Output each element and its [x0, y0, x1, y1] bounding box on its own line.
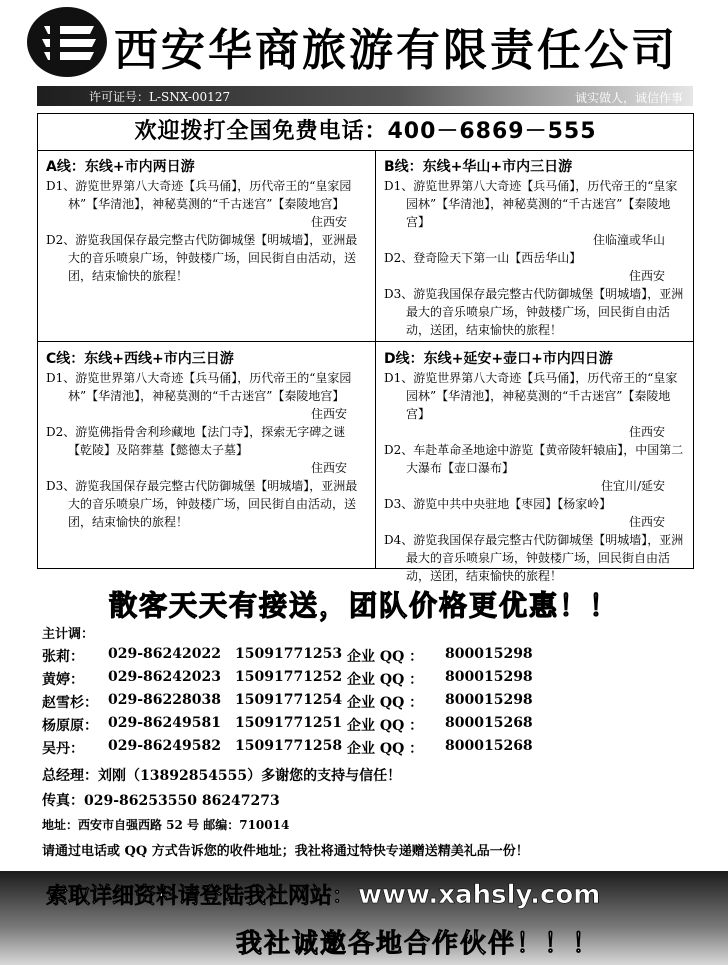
route-day-stay: 住临潼或华山 — [592, 233, 665, 247]
contact-qq: 800015298 — [445, 669, 533, 685]
footer-banner — [0, 871, 728, 965]
routes-box — [37, 113, 694, 583]
address: 地址：西安市自强西路 52 号 邮编：710014 — [42, 818, 290, 832]
route-day-stay: 住西安 — [628, 269, 665, 283]
fax-numbers: 传真：029-86253550 86247273 — [42, 793, 280, 809]
route-day: D2、游览佛指骨舍利珍藏地【法门寺】，探索无字碑之谜【乾陵】及陪葬墓【懿德太子墓】 — [46, 425, 346, 457]
contact-qq: 800015268 — [445, 715, 533, 731]
route-day-stay: 住西安 — [628, 515, 665, 529]
route-day: D2、车赴革命圣地途中游览【黄帝陵轩辕庙】，中国第二大瀑布【壶口瀑布】 — [384, 443, 684, 475]
contact-qq: 800015268 — [445, 738, 533, 754]
company-name: 西安华商旅游有限责任公司 — [114, 25, 678, 76]
contacts-label: 主计调： — [42, 627, 95, 642]
contact-qq-label: 企业 QQ ： — [347, 672, 424, 688]
contact-row — [42, 692, 702, 715]
route-title: A线：东线+市内两日游 — [46, 159, 195, 175]
route-day-stay: 住西安 — [310, 215, 347, 229]
route-day: D3、游览我国保存最完整古代防御城堡【明城墙】，亚洲最大的音乐喷泉广场，钟鼓楼广场，回民街自由活动，送团，结束愉快的旅程！ — [384, 287, 684, 337]
contact-mobile: 15091771252 — [235, 669, 343, 685]
promo-slogan: 散客天天有接送，团队价格更优惠！！ — [108, 589, 619, 622]
contact-row — [42, 715, 702, 738]
contact-mobile: 15091771253 — [235, 646, 343, 662]
contact-phone: 029-86242022 — [108, 646, 221, 662]
general-manager: 总经理：刘刚（13892854555）多谢您的支持与信任！ — [42, 768, 402, 784]
route-title: B线：东线+华山+市内三日游 — [384, 159, 573, 175]
contact-phone: 029-86249581 — [108, 715, 221, 731]
route-day: D1、游览世界第八大奇迹【兵马俑】，历代帝王的“皇家园林”【华清池】，神秘莫测的“千古迷宫”【秦陵地宫】 — [46, 179, 352, 211]
contact-qq: 800015298 — [445, 646, 533, 662]
route-d — [376, 342, 693, 583]
contact-row — [42, 669, 702, 692]
routes-grid — [38, 150, 693, 583]
contact-row — [42, 646, 702, 669]
contact-qq-label: 企业 QQ ： — [347, 695, 424, 711]
company-motto: 诚实做人，诚信作事 — [574, 91, 683, 105]
contact-mobile: 15091771258 — [235, 738, 343, 754]
contact-name: 杨原原： — [42, 718, 98, 734]
hotline-banner: 欢迎拨打全国免费电话：400－6869－555 — [38, 114, 693, 151]
contact-phone: 029-86249582 — [108, 738, 221, 754]
contact-phone: 029-86242023 — [108, 669, 221, 685]
route-a — [38, 150, 376, 342]
contact-qq-label: 企业 QQ ： — [347, 649, 424, 665]
contact-list — [42, 646, 702, 761]
route-day: D1、游览世界第八大奇迹【兵马俑】，历代帝王的“皇家园林”【华清池】，神秘莫测的“千古迷宫”【秦陵地宫】 — [384, 179, 678, 229]
contact-name: 吴丹： — [42, 741, 84, 757]
license-bar — [37, 86, 693, 106]
contact-mobile: 15091771251 — [235, 715, 343, 731]
route-title: D线：东线+延安+壶口+市内四日游 — [384, 351, 613, 367]
footer-partner-invite: 我社诚邀各地合作伙伴！！！ — [236, 929, 601, 959]
gift-notice: 请通过电话或 QQ 方式告诉您的收件地址；我社将通过特快专递赠送精美礼品一份！ — [42, 844, 529, 859]
contact-name: 黄婷： — [42, 672, 84, 688]
contact-qq-label: 企业 QQ ： — [347, 718, 424, 734]
website-link[interactable]: www.xahsly.com — [358, 880, 601, 910]
route-c — [38, 342, 376, 568]
license-number: 许可证号：L-SNX-00127 — [89, 90, 231, 104]
route-title: C线：东线+西线+市内三日游 — [46, 351, 234, 367]
route-day-stay: 住西安 — [310, 407, 347, 421]
contact-row — [42, 738, 702, 761]
route-day: D1、游览世界第八大奇迹【兵马俑】，历代帝王的“皇家园林”【华清池】，神秘莫测的“千古迷宫”【秦陵地宫】 — [384, 371, 678, 421]
route-day: D3、游览我国保存最完整古代防御城堡【明城墙】，亚洲最大的音乐喷泉广场，钟鼓楼广场，回民街自由活动，送团，结束愉快的旅程！ — [46, 479, 358, 529]
contact-name: 赵雪杉： — [42, 695, 98, 711]
contacts-section — [42, 624, 702, 867]
route-day: D2、登奇险天下第一山【西岳华山】 — [384, 251, 582, 265]
contact-mobile: 15091771254 — [235, 692, 343, 708]
route-day: D1、游览世界第八大奇迹【兵马俑】，历代帝王的“皇家园林”【华清池】，神秘莫测的“千古迷宫”【秦陵地宫】 — [46, 371, 352, 403]
route-day-stay: 住西安 — [310, 461, 347, 475]
footer-website-line — [46, 879, 600, 910]
contact-qq: 800015298 — [445, 692, 533, 708]
route-day: D3、游览中共中央驻地【枣园】【杨家岭】 — [384, 497, 612, 511]
contact-qq-label: 企业 QQ ： — [347, 741, 424, 757]
footer-website-prefix: 索取详细资料请登陆我社网站： — [46, 884, 355, 909]
header — [0, 0, 728, 82]
route-day: D4、游览我国保存最完整古代防御城堡【明城墙】，亚洲最大的音乐喷泉广场，钟鼓楼广场，回民街自由活动，送团，结束愉快的旅程！ — [384, 533, 684, 583]
route-day-stay: 住西安 — [628, 425, 665, 439]
route-b — [376, 150, 693, 342]
contact-name: 张莉： — [42, 649, 84, 665]
route-day: D2、游览我国保存最完整古代防御城堡【明城墙】，亚洲最大的音乐喷泉广场，钟鼓楼广场，回民街自由活动，送团，结束愉快的旅程！ — [46, 233, 358, 283]
contact-phone: 029-86228038 — [108, 692, 221, 708]
company-logo-icon — [24, 4, 110, 80]
route-day-stay: 住宜川/延安 — [600, 479, 665, 493]
